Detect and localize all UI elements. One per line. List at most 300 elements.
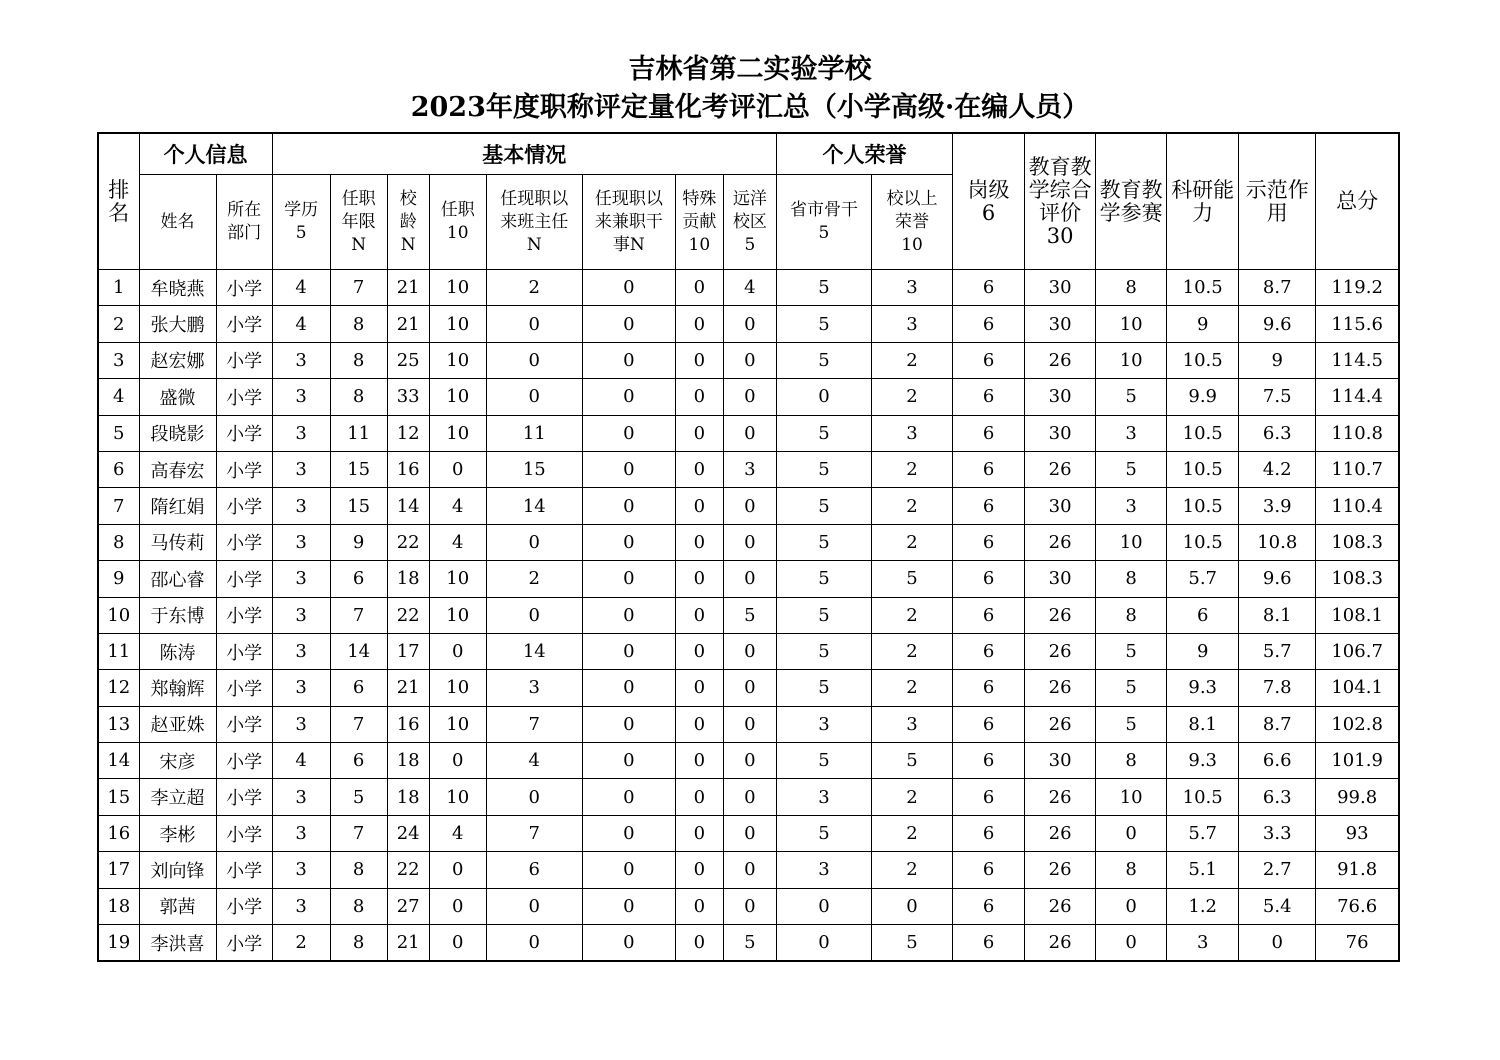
table-cell: 陈涛	[139, 633, 216, 669]
table-cell: 4	[429, 815, 486, 851]
table-cell: 2	[871, 342, 952, 378]
table-cell: 25	[387, 342, 429, 378]
table-cell: 10	[429, 670, 486, 706]
table-cell: 3	[272, 451, 330, 487]
table-row	[98, 670, 1399, 706]
table-cell: 9	[1167, 306, 1239, 342]
table-cell: 小学	[216, 306, 272, 342]
table-cell: 0	[429, 743, 486, 779]
table-cell: 10	[429, 270, 486, 306]
table-cell: 3	[1096, 415, 1167, 451]
table-cell: 26	[1025, 888, 1096, 924]
table-cell: 8	[330, 852, 387, 888]
table-cell: 0	[723, 743, 776, 779]
table-cell: 5	[776, 633, 871, 669]
table-cell: 小学	[216, 561, 272, 597]
table-cell: 0	[871, 888, 952, 924]
table-cell: 小学	[216, 270, 272, 306]
table-cell: 5	[98, 415, 139, 451]
table-cell: 5.7	[1239, 633, 1316, 669]
col-post: 任职 10	[429, 175, 486, 270]
table-cell: 5	[776, 815, 871, 851]
table-cell: 8	[330, 379, 387, 415]
table-cell: 李洪喜	[139, 925, 216, 962]
table-cell: 小学	[216, 925, 272, 962]
table-cell: 小学	[216, 670, 272, 706]
table-cell: 0	[675, 342, 723, 378]
table-cell: 6	[953, 561, 1025, 597]
table-cell: 3	[871, 415, 952, 451]
table-cell: 3	[272, 633, 330, 669]
table-cell: 0	[429, 633, 486, 669]
table-cell: 0	[582, 888, 675, 924]
table-row	[98, 306, 1399, 342]
table-cell: 0	[582, 597, 675, 633]
table-cell: 1	[98, 270, 139, 306]
table-cell: 0	[675, 706, 723, 742]
table-cell: 3	[272, 561, 330, 597]
table-cell: 26	[1025, 451, 1096, 487]
table-cell: 0	[429, 888, 486, 924]
table-row	[98, 524, 1399, 560]
table-cell: 17	[387, 633, 429, 669]
table-cell: 5	[776, 270, 871, 306]
table-cell: 2	[871, 633, 952, 669]
table-cell: 0	[723, 524, 776, 560]
table-cell: 8	[330, 342, 387, 378]
table-cell: 108.3	[1316, 524, 1399, 560]
table-cell: 4	[272, 306, 330, 342]
table-cell: 114.5	[1316, 342, 1399, 378]
table-cell: 0	[723, 706, 776, 742]
table-cell: 2	[871, 451, 952, 487]
table-cell: 6.6	[1239, 743, 1316, 779]
table-cell: 22	[387, 852, 429, 888]
table-cell: 14	[486, 488, 582, 524]
col-teaching-eval: 教育教 学综合 评价 30	[1025, 133, 1096, 270]
table-cell: 小学	[216, 488, 272, 524]
table-cell: 101.9	[1316, 743, 1399, 779]
col-edu: 学历 5	[272, 175, 330, 270]
table-cell: 24	[387, 815, 429, 851]
table-cell: 5	[776, 488, 871, 524]
table-cell: 0	[675, 925, 723, 962]
table-cell: 0	[675, 379, 723, 415]
table-cell: 5	[776, 743, 871, 779]
table-cell: 8.7	[1239, 270, 1316, 306]
table-cell: 9.6	[1239, 306, 1316, 342]
table-cell: 26	[1025, 925, 1096, 962]
table-cell: 18	[387, 561, 429, 597]
table-cell: 5	[776, 524, 871, 560]
table-cell: 0	[675, 597, 723, 633]
table-cell: 9.3	[1167, 670, 1239, 706]
table-cell: 26	[1025, 597, 1096, 633]
table-cell: 0	[723, 888, 776, 924]
table-cell: 0	[723, 670, 776, 706]
table-cell: 26	[1025, 670, 1096, 706]
table-cell: 2	[871, 597, 952, 633]
table-cell: 5	[330, 779, 387, 815]
table-cell: 30	[1025, 306, 1096, 342]
table-cell: 99.8	[1316, 779, 1399, 815]
table-cell: 10.5	[1167, 451, 1239, 487]
table-cell: 0	[675, 779, 723, 815]
table-cell: 0	[675, 633, 723, 669]
header-rank: 排名	[108, 177, 130, 225]
table-cell: 5	[776, 561, 871, 597]
table-row	[98, 415, 1399, 451]
table-cell: 2	[871, 852, 952, 888]
table-cell: 5.7	[1167, 561, 1239, 597]
table-cell: 26	[1025, 524, 1096, 560]
table-cell: 8.1	[1167, 706, 1239, 742]
table-cell: 7	[98, 488, 139, 524]
table-cell: 盛微	[139, 379, 216, 415]
table-cell: 郭茜	[139, 888, 216, 924]
table-row	[98, 379, 1399, 415]
table-cell: 0	[776, 379, 871, 415]
table-row	[98, 706, 1399, 742]
table-row	[98, 815, 1399, 851]
table-cell: 30	[1025, 488, 1096, 524]
table-cell: 22	[387, 524, 429, 560]
col-yuanyang: 远洋 校区 5	[723, 175, 776, 270]
table-cell: 李彬	[139, 815, 216, 851]
table-cell: 于东博	[139, 597, 216, 633]
table-cell: 8	[330, 925, 387, 962]
table-row	[98, 270, 1399, 306]
table-cell: 9	[1239, 342, 1316, 378]
table-cell: 14	[486, 633, 582, 669]
table-row	[98, 888, 1399, 924]
table-cell: 7	[486, 706, 582, 742]
table-cell: 26	[1025, 706, 1096, 742]
table-cell: 8	[330, 306, 387, 342]
table-cell: 小学	[216, 415, 272, 451]
table-cell: 0	[675, 451, 723, 487]
table-cell: 3	[871, 706, 952, 742]
table-row	[98, 925, 1399, 962]
table-cell: 114.4	[1316, 379, 1399, 415]
table-cell: 0	[723, 306, 776, 342]
table-cell: 26	[1025, 815, 1096, 851]
table-cell: 0	[582, 379, 675, 415]
table-cell: 0	[1239, 925, 1316, 962]
table-cell: 10.5	[1167, 342, 1239, 378]
document-subtitle: 2023年度职称评定量化考评汇总（小学高级·在编人员）	[410, 92, 1090, 123]
table-cell: 14	[387, 488, 429, 524]
table-cell: 3	[776, 706, 871, 742]
table-cell: 2	[871, 488, 952, 524]
table-cell: 3	[272, 379, 330, 415]
table-cell: 26	[1025, 342, 1096, 378]
table-cell: 0	[723, 815, 776, 851]
table-cell: 0	[486, 306, 582, 342]
table-row	[98, 488, 1399, 524]
table-cell: 30	[1025, 743, 1096, 779]
table-row	[98, 342, 1399, 378]
table-cell: 6	[953, 852, 1025, 888]
table-cell: 5	[1096, 670, 1167, 706]
table-cell: 6	[953, 779, 1025, 815]
table-cell: 6	[953, 925, 1025, 962]
table-cell: 4.2	[1239, 451, 1316, 487]
table-cell: 0	[582, 925, 675, 962]
table-cell: 小学	[216, 888, 272, 924]
table-cell: 5	[776, 597, 871, 633]
table-cell: 2	[98, 306, 139, 342]
table-cell: 6	[953, 451, 1025, 487]
table-cell: 9	[330, 524, 387, 560]
table-cell: 0	[486, 342, 582, 378]
table-cell: 0	[675, 852, 723, 888]
table-cell: 3	[272, 342, 330, 378]
table-cell: 马传莉	[139, 524, 216, 560]
table-cell: 8	[1096, 561, 1167, 597]
table-cell: 小学	[216, 852, 272, 888]
table-cell: 0	[675, 306, 723, 342]
table-cell: 郑翰辉	[139, 670, 216, 706]
table-cell: 8	[330, 888, 387, 924]
table-cell: 5	[776, 415, 871, 451]
table-cell: 隋红娟	[139, 488, 216, 524]
table-cell: 3.9	[1239, 488, 1316, 524]
table-cell: 12	[387, 415, 429, 451]
table-cell: 10.8	[1239, 524, 1316, 560]
table-cell: 小学	[216, 743, 272, 779]
table-cell: 2	[871, 779, 952, 815]
table-cell: 0	[582, 524, 675, 560]
table-cell: 11	[98, 633, 139, 669]
table-cell: 0	[582, 488, 675, 524]
table-cell: 21	[387, 270, 429, 306]
table-cell: 6.3	[1239, 779, 1316, 815]
table-cell: 0	[582, 561, 675, 597]
table-cell: 3	[871, 306, 952, 342]
table-cell: 6	[330, 743, 387, 779]
table-cell: 5	[776, 306, 871, 342]
col-years: 任职 年限 N	[330, 175, 387, 270]
table-cell: 2	[486, 270, 582, 306]
table-cell: 5	[1096, 451, 1167, 487]
table-cell: 0	[675, 743, 723, 779]
table-cell: 0	[582, 743, 675, 779]
table-cell: 6	[330, 670, 387, 706]
table-cell: 2	[871, 524, 952, 560]
table-cell: 0	[675, 815, 723, 851]
table-cell: 6	[953, 815, 1025, 851]
table-cell: 6	[953, 670, 1025, 706]
table-cell: 9.3	[1167, 743, 1239, 779]
table-cell: 6	[953, 743, 1025, 779]
table-cell: 2	[871, 379, 952, 415]
table-cell: 18	[98, 888, 139, 924]
table-cell: 0	[486, 925, 582, 962]
table-cell: 6	[953, 415, 1025, 451]
table-cell: 4	[429, 524, 486, 560]
table-cell: 108.3	[1316, 561, 1399, 597]
table-cell: 76.6	[1316, 888, 1399, 924]
table-cell: 0	[582, 342, 675, 378]
table-cell: 30	[1025, 415, 1096, 451]
table-cell: 小学	[216, 342, 272, 378]
table-cell: 3	[98, 342, 139, 378]
table-cell: 高春宏	[139, 451, 216, 487]
table-cell: 119.2	[1316, 270, 1399, 306]
table-cell: 30	[1025, 270, 1096, 306]
table-cell: 8	[1096, 597, 1167, 633]
score-table	[97, 132, 1400, 962]
table-cell: 0	[723, 561, 776, 597]
table-cell: 0	[486, 888, 582, 924]
col-name: 姓名	[139, 175, 216, 270]
table-cell: 小学	[216, 779, 272, 815]
table-cell: 10	[429, 415, 486, 451]
table-cell: 10	[1096, 779, 1167, 815]
col-rank	[98, 133, 139, 270]
table-cell: 3	[1096, 488, 1167, 524]
table-cell: 0	[582, 852, 675, 888]
table-cell: 5	[723, 925, 776, 962]
table-cell: 26	[1025, 779, 1096, 815]
table-cell: 2	[871, 815, 952, 851]
table-cell: 7	[330, 597, 387, 633]
table-cell: 5	[1096, 379, 1167, 415]
table-cell: 8	[1096, 270, 1167, 306]
table-cell: 2	[272, 925, 330, 962]
table-cell: 刘向锋	[139, 852, 216, 888]
table-cell: 115.6	[1316, 306, 1399, 342]
table-cell: 5	[871, 561, 952, 597]
table-cell: 0	[486, 379, 582, 415]
table-cell: 33	[387, 379, 429, 415]
table-cell: 0	[486, 524, 582, 560]
table-cell: 0	[486, 597, 582, 633]
table-cell: 10.5	[1167, 779, 1239, 815]
table-cell: 10	[1096, 342, 1167, 378]
table-row	[98, 597, 1399, 633]
table-cell: 110.8	[1316, 415, 1399, 451]
table-cell: 0	[582, 779, 675, 815]
col-head-teacher: 任现职以 来班主任 N	[486, 175, 582, 270]
table-cell: 9	[1167, 633, 1239, 669]
table-cell: 小学	[216, 597, 272, 633]
col-total: 总分	[1316, 133, 1399, 270]
table-cell: 102.8	[1316, 706, 1399, 742]
table-cell: 3	[272, 670, 330, 706]
col-competition: 教育教 学参赛	[1096, 133, 1167, 270]
table-cell: 5	[1096, 706, 1167, 742]
table-cell: 5.1	[1167, 852, 1239, 888]
table-cell: 0	[582, 415, 675, 451]
table-cell: 3	[272, 524, 330, 560]
table-cell: 3.3	[1239, 815, 1316, 851]
table-cell: 8.7	[1239, 706, 1316, 742]
table-cell: 18	[387, 779, 429, 815]
table-cell: 4	[272, 743, 330, 779]
table-cell: 8.1	[1239, 597, 1316, 633]
table-cell: 0	[723, 779, 776, 815]
table-cell: 0	[776, 888, 871, 924]
table-cell: 段晓影	[139, 415, 216, 451]
table-cell: 15	[98, 779, 139, 815]
table-cell: 6	[953, 379, 1025, 415]
table-cell: 3	[723, 451, 776, 487]
table-cell: 106.7	[1316, 633, 1399, 669]
table-cell: 8	[1096, 743, 1167, 779]
table-cell: 30	[1025, 379, 1096, 415]
table-cell: 小学	[216, 524, 272, 560]
table-cell: 4	[429, 488, 486, 524]
table-cell: 10	[429, 779, 486, 815]
table-cell: 10	[429, 706, 486, 742]
table-cell: 0	[723, 415, 776, 451]
table-row	[98, 633, 1399, 669]
table-cell: 0	[723, 633, 776, 669]
table-cell: 18	[387, 743, 429, 779]
table-cell: 26	[1025, 852, 1096, 888]
table-cell: 10	[429, 342, 486, 378]
table-cell: 17	[98, 852, 139, 888]
col-dept: 所在 部门	[216, 175, 272, 270]
table-cell: 2	[486, 561, 582, 597]
table-cell: 15	[330, 451, 387, 487]
table-cell: 1.2	[1167, 888, 1239, 924]
table-cell: 3	[272, 815, 330, 851]
table-cell: 11	[330, 415, 387, 451]
table-cell: 104.1	[1316, 670, 1399, 706]
table-cell: 10	[1096, 306, 1167, 342]
table-cell: 李立超	[139, 779, 216, 815]
table-cell: 6.3	[1239, 415, 1316, 451]
table-cell: 6	[953, 706, 1025, 742]
table-cell: 6	[953, 306, 1025, 342]
table-cell: 5.7	[1167, 815, 1239, 851]
table-cell: 6	[953, 342, 1025, 378]
table-cell: 7.8	[1239, 670, 1316, 706]
col-part-time: 任现职以 来兼职干 事N	[582, 175, 675, 270]
table-cell: 小学	[216, 451, 272, 487]
table-cell: 6	[1167, 597, 1239, 633]
table-cell: 2	[871, 670, 952, 706]
table-cell: 11	[486, 415, 582, 451]
table-cell: 小学	[216, 815, 272, 851]
table-cell: 3	[272, 488, 330, 524]
table-cell: 110.4	[1316, 488, 1399, 524]
table-cell: 10.5	[1167, 415, 1239, 451]
table-cell: 5	[776, 342, 871, 378]
table-cell: 5.4	[1239, 888, 1316, 924]
table-cell: 3	[486, 670, 582, 706]
table-cell: 21	[387, 306, 429, 342]
table-cell: 邵心睿	[139, 561, 216, 597]
table-cell: 0	[486, 779, 582, 815]
table-cell: 0	[429, 852, 486, 888]
table-cell: 10.5	[1167, 270, 1239, 306]
col-school-honor: 校以上 荣誉 10	[871, 175, 952, 270]
table-cell: 16	[387, 706, 429, 742]
table-cell: 2.7	[1239, 852, 1316, 888]
table-cell: 10.5	[1167, 524, 1239, 560]
table-cell: 22	[387, 597, 429, 633]
table-cell: 3	[776, 852, 871, 888]
table-cell: 6	[486, 852, 582, 888]
table-cell: 小学	[216, 633, 272, 669]
table-cell: 0	[675, 270, 723, 306]
table-cell: 6	[330, 561, 387, 597]
table-cell: 5	[1096, 633, 1167, 669]
